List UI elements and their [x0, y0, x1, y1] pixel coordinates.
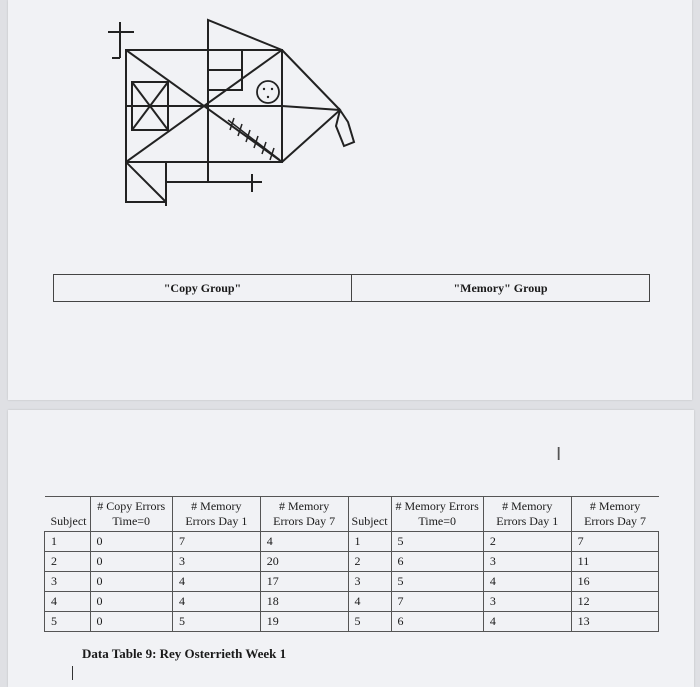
table-cell: 4: [172, 572, 260, 592]
table-cell: 5: [391, 532, 483, 552]
table-cell: 1: [348, 532, 391, 552]
table-caption: Data Table 9: Rey Osterrieth Week 1: [82, 646, 287, 661]
table-cell: 0: [90, 532, 172, 552]
table-row: [45, 592, 659, 612]
table-cell: 12: [571, 592, 658, 612]
table-cell: 20: [260, 552, 348, 572]
table-cell: 1: [45, 532, 91, 552]
table-row: [45, 552, 659, 572]
document-page-bottom: [8, 410, 694, 687]
table-cell: 4: [483, 612, 571, 632]
table-cell: 7: [172, 532, 260, 552]
table-row: [45, 572, 659, 592]
table-cell: 3: [348, 572, 391, 592]
table-cell: 5: [45, 612, 91, 632]
header-memory-errors-time0: # Memory Errors Time=0: [391, 497, 483, 532]
document-page-top: [8, 0, 692, 400]
table-cell: 4: [348, 592, 391, 612]
table-cell: 0: [90, 572, 172, 592]
table-cell: 19: [260, 612, 348, 632]
table-cell: 11: [571, 552, 658, 572]
table-cell: 2: [45, 552, 91, 572]
table-cell: 3: [483, 552, 571, 572]
table-cell: 4: [45, 592, 91, 612]
table-cell: 5: [391, 572, 483, 592]
table-cell: 0: [90, 612, 172, 632]
table-cell: 7: [571, 532, 658, 552]
table-row: [45, 612, 659, 632]
table-cell: 4: [172, 592, 260, 612]
copy-group-label: "Copy Group": [163, 280, 242, 295]
table-cell: 5: [348, 612, 391, 632]
table-cell: 16: [571, 572, 658, 592]
table-cell: 3: [45, 572, 91, 592]
header-subject-memory: Subject: [348, 497, 391, 532]
table-header-row: [45, 497, 659, 532]
data-table: [44, 496, 659, 632]
table-cell: 3: [172, 552, 260, 572]
table-cell: 6: [391, 552, 483, 572]
table-cell: 4: [483, 572, 571, 592]
table-cell: 0: [90, 552, 172, 572]
text-cursor-icon: I: [556, 444, 562, 465]
table-cell: 7: [391, 592, 483, 612]
header-copy-memory-day1: # Memory Errors Day 1: [172, 497, 260, 532]
table-cell: 3: [483, 592, 571, 612]
table-cell: 18: [260, 592, 348, 612]
table-cell: 2: [348, 552, 391, 572]
table-cell: 5: [172, 612, 260, 632]
table-cell: 13: [571, 612, 658, 632]
group-header-table: [53, 274, 650, 302]
header-memory-errors-day1: # Memory Errors Day 1: [483, 497, 571, 532]
memory-group-label: "Memory" Group: [351, 275, 649, 301]
header-copy-errors-time0: # Copy Errors Time=0: [90, 497, 172, 532]
header-memory-errors-day7: # Memory Errors Day 7: [571, 497, 658, 532]
table-cell: 0: [90, 592, 172, 612]
table-cell: 4: [260, 532, 348, 552]
header-subject: Subject: [45, 497, 91, 532]
table-row: [45, 532, 659, 552]
text-insertion-caret[interactable]: [72, 666, 73, 680]
table-cell: 17: [260, 572, 348, 592]
table-cell: 6: [391, 612, 483, 632]
rey-osterrieth-figure: [98, 10, 368, 210]
header-copy-memory-day7: # Memory Errors Day 7: [260, 497, 348, 532]
table-cell: 2: [483, 532, 571, 552]
